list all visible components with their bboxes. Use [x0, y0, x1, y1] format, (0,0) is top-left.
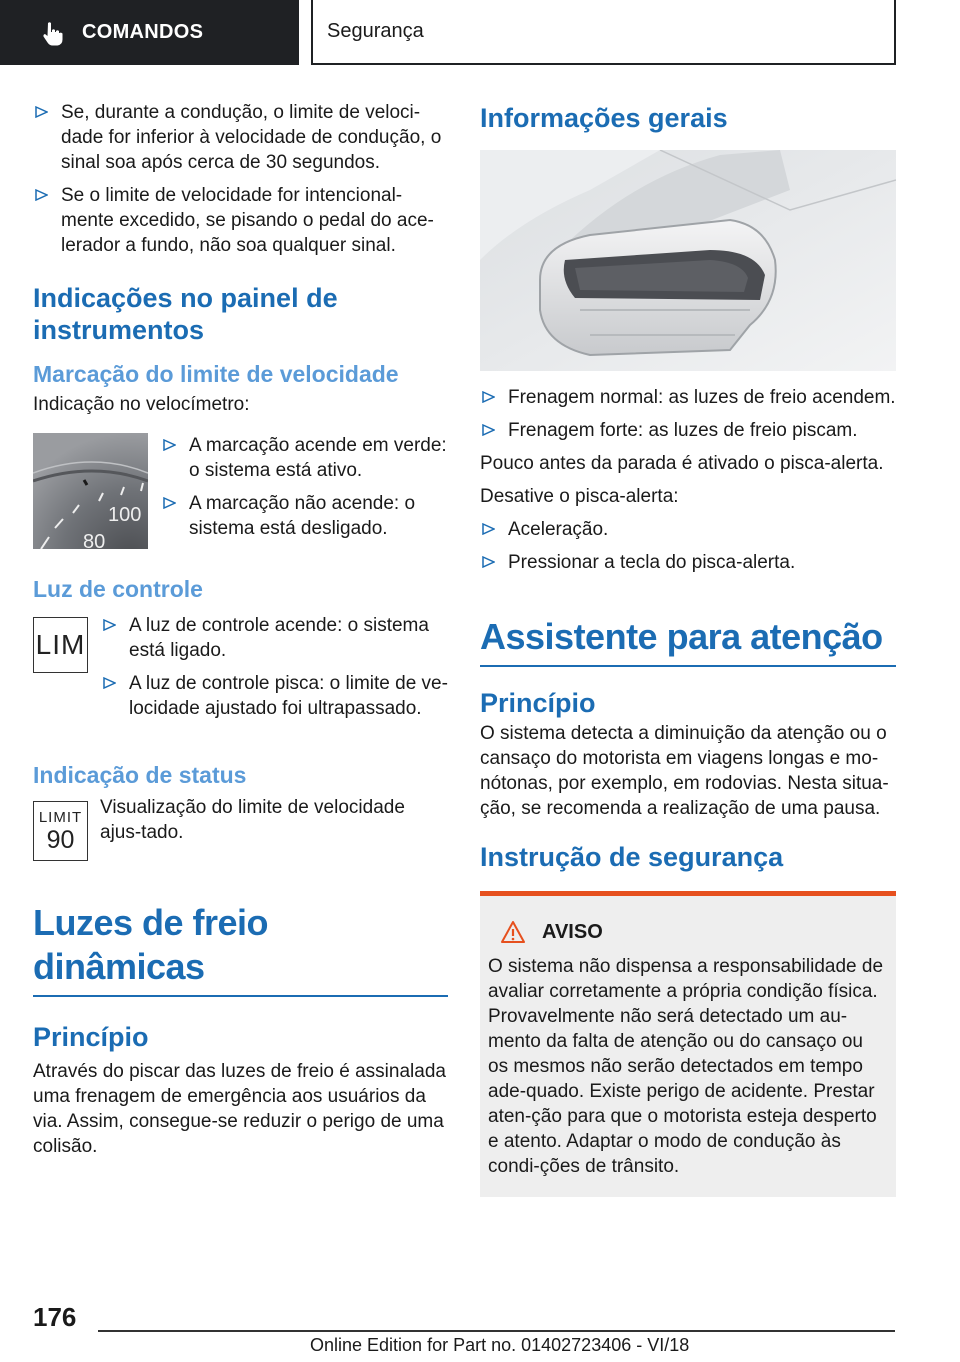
- heading-instrucao: Instrução de segurança: [480, 842, 784, 872]
- triangle-bullet-icon: [35, 189, 48, 201]
- warning-text: O sistema não dispensa a responsabilidade de avaliar corretamente a própria condição física. Provavelmente não será detectado um au‐mento da falta de atenção ou do cansaço ou os mesmos não serão detectados em tempo ade‐quado. Existe perigo de acidente. Prestar aten‐ção para que o motorista esteja desperto e atento. Adaptar o modo de condução às condi‐ções de trânsito.: [488, 956, 884, 1177]
- section-header: [311, 0, 896, 65]
- triangle-bullet-icon: [163, 497, 176, 509]
- luz-row: [33, 617, 448, 729]
- right-column: [480, 100, 896, 1197]
- triangle-bullet-icon: [163, 439, 176, 451]
- principio-right-text: O sistema detecta a diminuição da atenção ou o cansaço do motorista em viagens longas e mo‐nótonas, por exemplo, em rodovias. Nesta situa‐ção, se recomenda a realização de uma pausa.: [480, 723, 889, 819]
- list-item: Pressionar a tecla do pisca-alerta.: [480, 550, 896, 575]
- warning-title-row: [500, 920, 888, 944]
- list-item: A luz de controle pisca: o limite de ve‐locidade ajustado foi ultrapassado.: [101, 671, 448, 721]
- marcacao-bullet-list: [161, 433, 448, 549]
- lim-control-icon: LIM: [33, 617, 88, 673]
- speedo-label-100: 100: [108, 504, 142, 526]
- warning-box: [480, 891, 896, 1197]
- triangle-bullet-icon: [482, 523, 495, 535]
- indicacao-text: Indicação no velocímetro:: [33, 394, 250, 415]
- page-number: 176: [33, 1302, 77, 1332]
- heading-principio-left: Princípio: [33, 1022, 149, 1052]
- footer-edition: Online Edition for Part no. 01402723406 - VI/18: [310, 1335, 690, 1355]
- list-item: Se, durante a condução, o limite de veloci‐dade for inferior à velocidade de condução, o sinal soa após cerca de 30 segundos.: [33, 100, 448, 175]
- heading-marcacao: Marcação do limite de velocidade: [33, 361, 399, 387]
- triangle-bullet-icon: [482, 424, 495, 436]
- desative-bullet-list: [480, 517, 896, 575]
- speedo-label-80: 80: [83, 531, 106, 549]
- brake-light-image: [480, 150, 896, 371]
- triangle-bullet-icon: [482, 556, 495, 568]
- heading-assistente: Assistente para atenção: [480, 615, 896, 667]
- limit-status-icon: LIMIT 90: [33, 801, 88, 861]
- warning-triangle-icon: [500, 920, 526, 944]
- desative-text: Desative o pisca-alerta:: [480, 486, 679, 507]
- triangle-bullet-icon: [35, 106, 48, 118]
- speedometer-image: [33, 433, 148, 549]
- heading-principio-right: Princípio: [480, 688, 596, 718]
- hand-pointer-icon: [40, 20, 66, 46]
- marcacao-row: [33, 433, 448, 549]
- warning-title: AVISO: [542, 920, 603, 943]
- heading-status: Indicação de status: [33, 762, 247, 788]
- chapter-label: COMANDOS: [82, 21, 204, 43]
- pouco-text: Pouco antes da parada é ativado o pisca-alerta.: [480, 453, 884, 474]
- triangle-bullet-icon: [103, 677, 116, 689]
- heading-luz: Luz de controle: [33, 576, 203, 602]
- luz-bullet-list: [101, 613, 448, 729]
- intro-bullet-list: [33, 100, 448, 258]
- heading-painel: Indicações no painel de instrumentos: [33, 283, 338, 345]
- list-item: A marcação não acende: o sistema está desligado.: [161, 491, 448, 541]
- list-item: A marcação acende em verde: o sistema está ativo.: [161, 433, 448, 483]
- list-item: Se o limite de velocidade for intencional‐mente excedido, se pisando o pedal do ace‐lerador a fundo, não soa qualquer sinal.: [33, 183, 448, 258]
- status-row: [33, 797, 448, 861]
- footer-divider: [98, 1330, 895, 1332]
- heading-info-gerais: Informações gerais: [480, 103, 728, 133]
- list-item: Aceleração.: [480, 517, 896, 542]
- triangle-bullet-icon: [103, 619, 116, 631]
- chapter-tab[interactable]: [0, 0, 299, 65]
- info-bullet-list: [480, 385, 896, 443]
- list-item: Frenagem forte: as luzes de freio piscam.: [480, 418, 896, 443]
- heading-luzes-freio: Luzes de freio dinâmicas: [33, 901, 448, 997]
- list-item: A luz de controle acende: o sistema está ligado.: [101, 613, 448, 663]
- principio-left-text: Através do piscar das luzes de freio é assinalada uma frenagem de emergência aos usuários da via. Assim, consegue-se reduzir o perigo de uma colisão.: [33, 1061, 446, 1157]
- section-label: Segurança: [327, 20, 424, 42]
- status-text: Visualização do limite de velocidade ajus‐tado.: [100, 797, 405, 843]
- list-item: Frenagem normal: as luzes de freio acendem.: [480, 385, 896, 410]
- left-column: [33, 100, 448, 1167]
- triangle-bullet-icon: [482, 391, 495, 403]
